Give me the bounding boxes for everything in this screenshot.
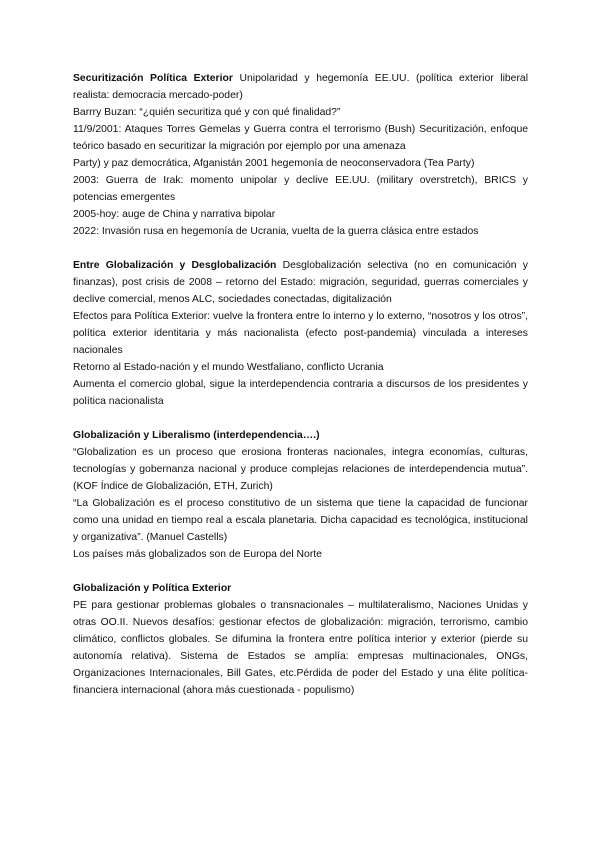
paragraph: 11/9/2001: Ataques Torres Gemelas y Guerra contra el terrorismo (Bush) Securitización, enfoque teórico basado en securitizar la migración por ejemplo por una amenaza — [73, 124, 528, 152]
section-spacer — [73, 240, 528, 257]
section-globalizacion-politica-exterior — [73, 580, 528, 699]
section-intro — [73, 427, 528, 444]
section-spacer — [73, 410, 528, 427]
section-intro — [73, 257, 528, 308]
paragraph: Efectos para Política Exterior: vuelve la frontera entre lo interno y lo externo, “nosotros y los otros”, política exterior identitaria y más nacionalista (efecto post-pandemia) vinculada a intereses nacionales — [73, 311, 528, 356]
section-heading: Globalización y Política Exterior — [73, 583, 232, 594]
quote-paragraph: “Globalization es un proceso que erosiona fronteras nacionales, integra economías, culturas, tecnologías y gobernanza nacional y produce complejas relaciones de interdependencia mutua”.(KOF Índice de Globalización, ETH, Zurich) — [73, 447, 528, 492]
section-heading: Globalización y Liberalismo (interdependencia….) — [73, 430, 320, 441]
section-intro — [73, 580, 528, 597]
section-heading: Entre Globalización y Desglobalización — [73, 260, 277, 271]
paragraph: 2003: Guerra de Irak: momento unipolar y declive EE.UU. (military overstretch), BRICS y potencias emergentes — [73, 175, 528, 203]
paragraph: Retorno al Estado-nación y el mundo Westfaliano, conflicto Ucrania — [73, 362, 384, 373]
section-lead: Unipolaridad y hegemonía EE.UU. (política exterior liberal realista: democracia mercado-poder) — [73, 73, 529, 101]
paragraph: Los países más globalizados son de Europa del Norte — [73, 549, 322, 560]
document-page — [73, 70, 528, 699]
section-heading: Securitización Política Exterior — [73, 73, 233, 84]
paragraph: 2005-hoy: auge de China y narrativa bipolar — [73, 209, 276, 220]
section-intro — [73, 70, 528, 104]
section-lead: Desglobalización selectiva (no en comunicación y finanzas), post crisis de 2008 – retorno del Estado: migración, seguridad, guerras comerciales y declive comercial, menos ALC, sociedades conectadas, digitalización — [73, 260, 528, 305]
section-globalizacion-liberalismo — [73, 427, 528, 563]
section-spacer — [73, 563, 528, 580]
quote-paragraph: “La Globalización es el proceso constitutivo de un sistema que tiene la capacidad de funcionar como una unidad en tiempo real a escala planetaria. Dicha capacidad es tecnológica, institucional y organizativa”. (Manuel Castells) — [73, 498, 528, 543]
paragraph: 2022: Invasión rusa en hegemonía de Ucrania, vuelta de la guerra clásica entre estados — [73, 226, 479, 237]
section-globalizacion-desglobalizacion — [73, 257, 528, 410]
paragraph: Aumenta el comercio global, sigue la interdependencia contraria a discursos de los presidentes y política nacionalista — [73, 379, 528, 407]
paragraph: Party) y paz democrática, Afganistán 2001 hegemonía de neoconservadora (Tea Party) — [73, 158, 475, 169]
paragraph: Barrry Buzan: “¿quién securitiza qué y con qué finalidad?” — [73, 107, 341, 118]
section-securitizacion — [73, 70, 528, 240]
paragraph: PE para gestionar problemas globales o transnacionales – multilateralismo, Naciones Unidas y otras OO.II. Nuevos desafíos: gestionar efectos de globalización: migración, terrorismo, cambio climático, conflictos globales. Se difumina la frontera entre política interior y exterior (pierde su autonomía relativa). Sistema de Estados se amplía: empresas multinacionales, ONGs, Organizaciones Internacionales, Bill Gates, etc.Pérdida de poder del Estado y una élite política-financiera internacional (ahora más cuestionada - populismo) — [73, 600, 528, 696]
